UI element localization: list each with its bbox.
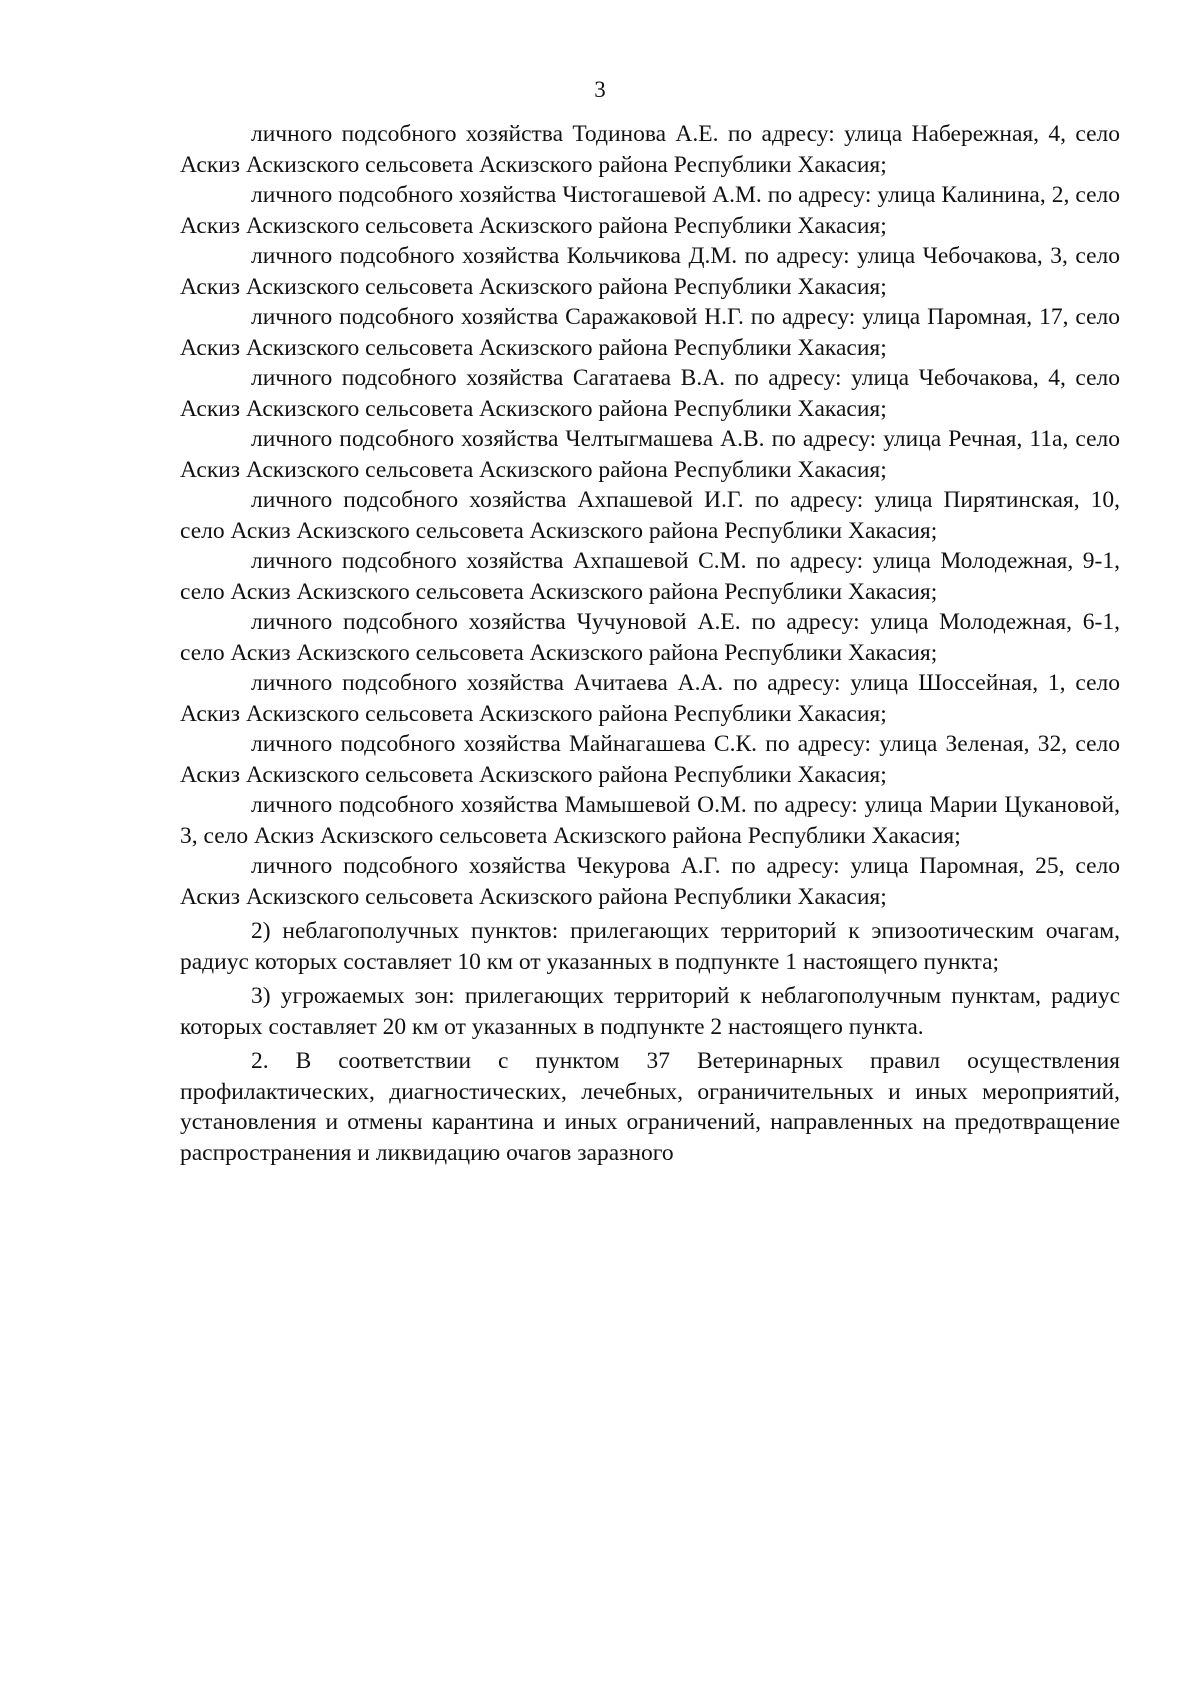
paragraph-chekurov: личного подсобного хозяйства Чекурова А.Г. по адресу: улица Паромная, 25, село Аскиз Аскизского сельсовета Аскизского района Республики Хакасия; <box>180 853 1120 910</box>
paragraph-akhpasheva-sm: личного подсобного хозяйства Ахпашевой С.М. по адресу: улица Молодежная, 9-1, село Аскиз Аскизского сельсовета Аскизского района Республики Хакасия; <box>180 548 1120 605</box>
document-body <box>180 119 1120 1168</box>
paragraph-mamysheva: личного подсобного хозяйства Мамышевой О.М. по адресу: улица Марии Цукановой, 3, село Аскиз Аскизского сельсовета Аскизского района Республики Хакасия; <box>180 792 1120 849</box>
paragraph-todinov: личного подсобного хозяйства Тодинова А.Е. по адресу: улица Набережная, 4, село Аскиз Аскизского сельсовета Аскизского района Республики Хакасия; <box>180 121 1120 178</box>
paragraph-kolchikov: личного подсобного хозяйства Кольчикова Д.М. по адресу: улица Чебочакова, 3, село Аскиз Аскизского сельсовета Аскизского района Республики Хакасия; <box>180 243 1120 300</box>
paragraph-achitaev: личного подсобного хозяйства Ачитаева А.А. по адресу: улица Шоссейная, 1, село Аскиз Аскизского сельсовета Аскизского района Республики Хакасия; <box>180 670 1120 727</box>
paragraph-cheltygmashev: личного подсобного хозяйства Челтыгмашева А.В. по адресу: улица Речная, 11а, село Аскиз Аскизского сельсовета Аскизского района Республики Хакасия; <box>180 426 1120 483</box>
paragraph-chistogasheva: личного подсобного хозяйства Чистогашевой А.М. по адресу: улица Калинина, 2, село Аскиз Аскизского сельсовета Аскизского района Республики Хакасия; <box>180 182 1120 239</box>
paragraph-subitem-3: 3) угрожаемых зон: прилегающих территорий к неблагополучным пунктам, радиус которых составляет 20 км от указанных в подпункте 2 настоящего пункта. <box>180 983 1120 1040</box>
paragraph-item-2: 2. В соответствии с пунктом 37 Ветеринарных правил осуществления профилактических, диагностических, лечебных, ограничительных и иных мероприятий, установления и отмены карантина и иных ограничений, направленных на предотвращение распространения и ликвидацию очагов заразного <box>180 1048 1120 1166</box>
paragraph-akhpasheva-ig: личного подсобного хозяйства Ахпашевой И.Г. по адресу: улица Пирятинская, 10, село Аскиз Аскизского сельсовета Аскизского района Республики Хакасия; <box>180 487 1120 544</box>
page-number: 3 <box>594 77 606 102</box>
paragraph-subitem-2: 2) неблагополучных пунктов: прилегающих территорий к эпизоотическим очагам, радиус которых составляет 10 км от указанных в подпункте 1 настоящего пункта; <box>180 918 1120 975</box>
paragraph-chuchunova: личного подсобного хозяйства Чучуновой А.Е. по адресу: улица Молодежная, 6-1, село Аскиз Аскизского сельсовета Аскизского района Республики Хакасия; <box>180 609 1120 666</box>
paragraph-sagataev: личного подсобного хозяйства Сагатаева В.А. по адресу: улица Чебочакова, 4, село Аскиз Аскизского сельсовета Аскизского района Республики Хакасия; <box>180 365 1120 422</box>
paragraph-sarazhakova: личного подсобного хозяйства Саражаковой Н.Г. по адресу: улица Паромная, 17, село Аскиз Аскизского сельсовета Аскизского района Республики Хакасия; <box>180 304 1120 361</box>
paragraph-mainagashev: личного подсобного хозяйства Майнагашева С.К. по адресу: улица Зеленая, 32, село Аскиз Аскизского сельсовета Аскизского района Республики Хакасия; <box>180 731 1120 788</box>
